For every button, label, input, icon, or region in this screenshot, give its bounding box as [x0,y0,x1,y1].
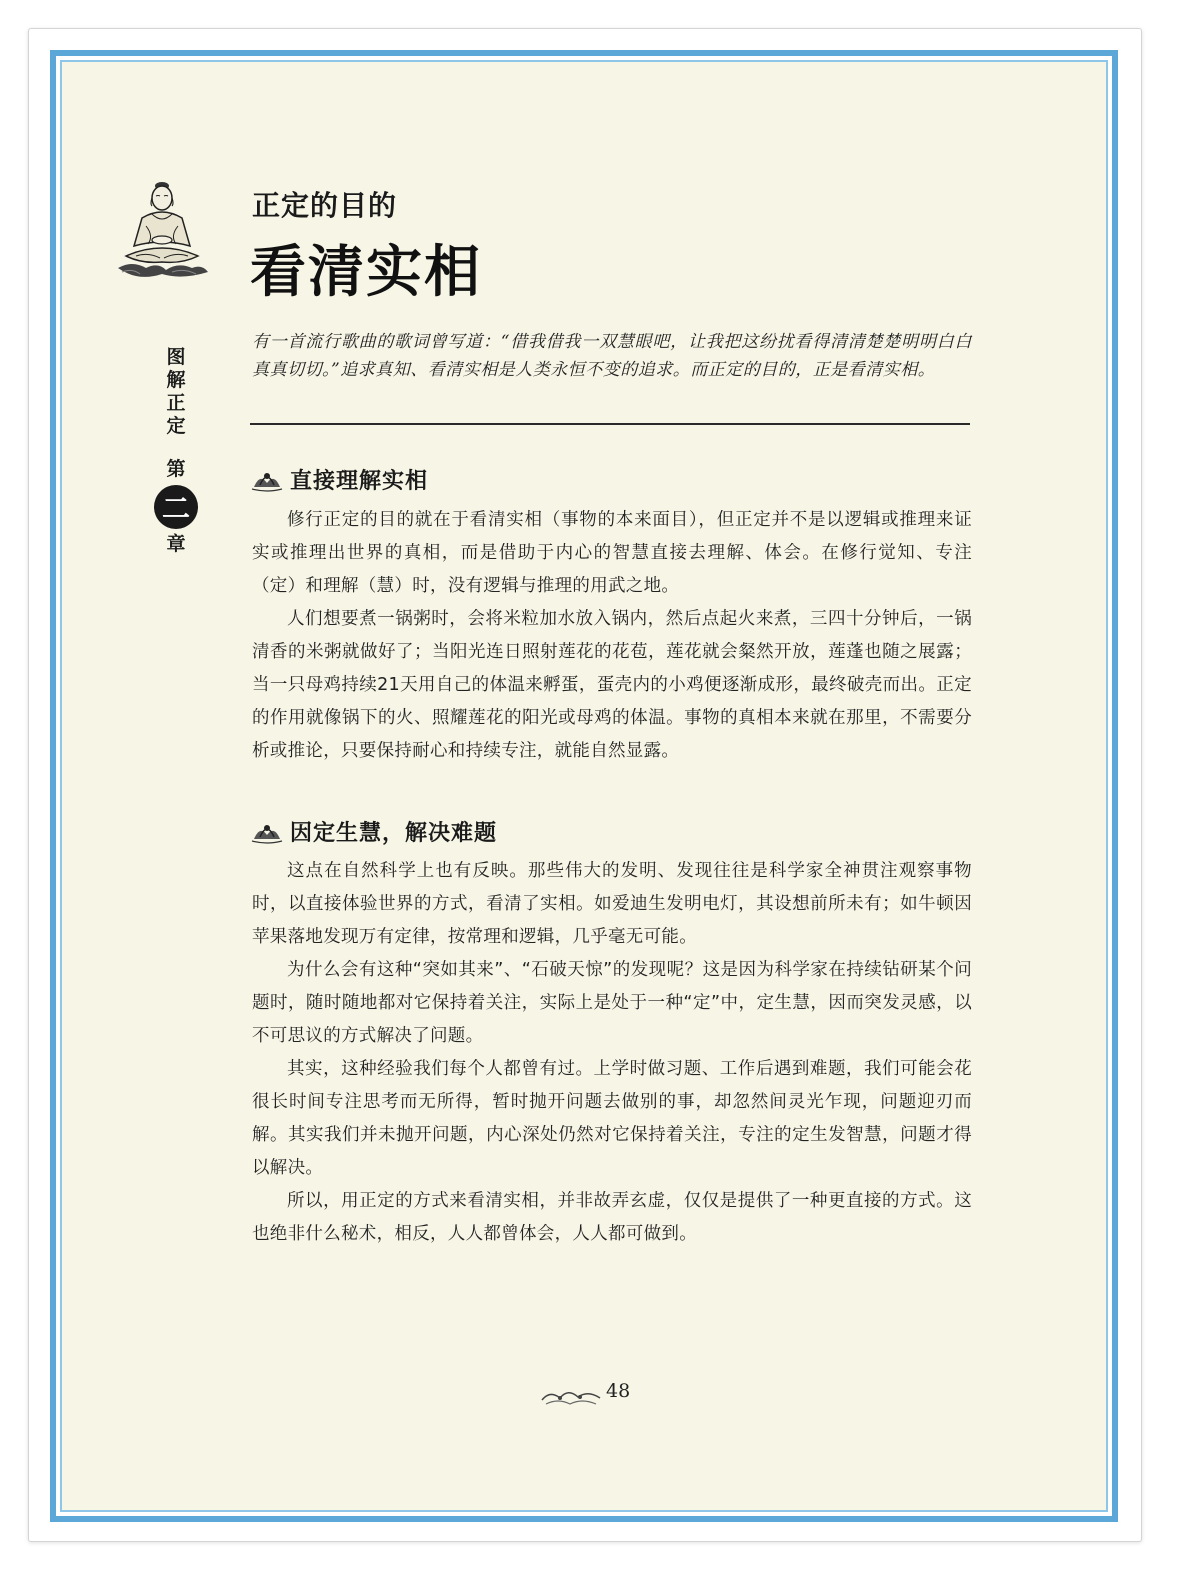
page-paper [60,60,1108,1512]
section-heading-2 [250,816,497,847]
paragraph: 其实，这种经验我们每个人都曾有过。上学时做习题、工作后遇到难题，我们可能会花很长时间专注思考而无所得，暂时抛开问题去做别的事，却忽然间灵光乍现，问题迎刃而解。其实我们并未抛开问题，内心深处仍然对它保持着关注，专注的定生发智慧，问题才得以解决。 [252,1059,972,1178]
section-subtitle: 正定的目的 [252,189,398,222]
intro-paragraph: 有一首流行歌曲的歌词曾写道：“借我借我一双慧眼吧，让我把这纷扰看得清清楚楚明明白白真真切切。”追求真知、看清实相是人类永恒不变的追求。而正定的目的，正是看清实相。 [252,332,972,380]
section-body-2 [252,855,972,1251]
page-footer [540,1376,640,1412]
section-heading-text: 因定生慧，解决难题 [290,820,498,846]
paragraph: 人们想要煮一锅粥时，会将米粒加水放入锅内，然后点起火来煮，三四十分钟后，一锅清香的米粥就做好了；当阳光连日照射莲花的花苞，莲花就会粲然开放，莲蓬也随之展露；当一只母鸡持续21天用自己的体温来孵蛋，蛋壳内的小鸡便逐渐成形，最终破壳而出。正定的作用就像锅下的火、照耀莲花的阳光或母鸡的体温。事物的真相本来就在那里，不需要分析或推论，只要保持耐心和持续专注，就能自然显露。 [252,609,972,761]
book-title-char: 正 [166,392,186,414]
page-number: 48 [606,1380,631,1402]
chapter-suffix: 章 [166,533,186,555]
book-title-char: 定 [166,415,186,437]
book-title-char: 图 [166,346,186,368]
chapter-number-badge: 二 [154,485,198,529]
chapter-prefix: 第 [166,458,186,480]
book-title-char: 解 [166,369,186,391]
buddha-illustration [112,176,212,286]
lotus-icon [250,819,284,845]
divider [250,423,970,425]
section-heading-text: 直接理解实相 [290,468,429,494]
section-body-1 [252,504,972,768]
section-heading-1 [250,464,428,495]
cloud-ornament-icon [540,1386,604,1408]
paragraph: 这点在自然科学上也有反映。那些伟大的发明、发现往往是科学家全神贯注观察事物时，以直接体验世界的方式，看清了实相。如爱迪生发明电灯，其设想前所未有；如牛顿因苹果落地发现万有定律，按常理和逻辑，几乎毫无可能。 [252,861,972,947]
paragraph: 所以，用正定的方式来看清实相，并非故弄玄虚，仅仅是提供了一种更直接的方式。这也绝非什么秘术，相反，人人都曾体会，人人都可做到。 [252,1191,972,1244]
paragraph: 修行正定的目的就在于看清实相（事物的本来面目），但正定并不是以逻辑或推理来证实或推理出世界的真相，而是借助于内心的智慧直接去理解、体会。在修行觉知、专注（定）和理解（慧）时，没有逻辑与推理的用武之地。 [252,510,972,596]
lotus-icon [250,467,284,493]
paragraph: 为什么会有这种“突如其来”、“石破天惊”的发现呢？这是因为科学家在持续钻研某个问题时，随时随地都对它保持着关注，实际上是处于一种“定”中，定生慧，因而突发灵感，以不可思议的方式解决了问题。 [252,960,972,1046]
page-title: 看清实相 [250,239,482,305]
chapter-side-label [156,346,196,556]
